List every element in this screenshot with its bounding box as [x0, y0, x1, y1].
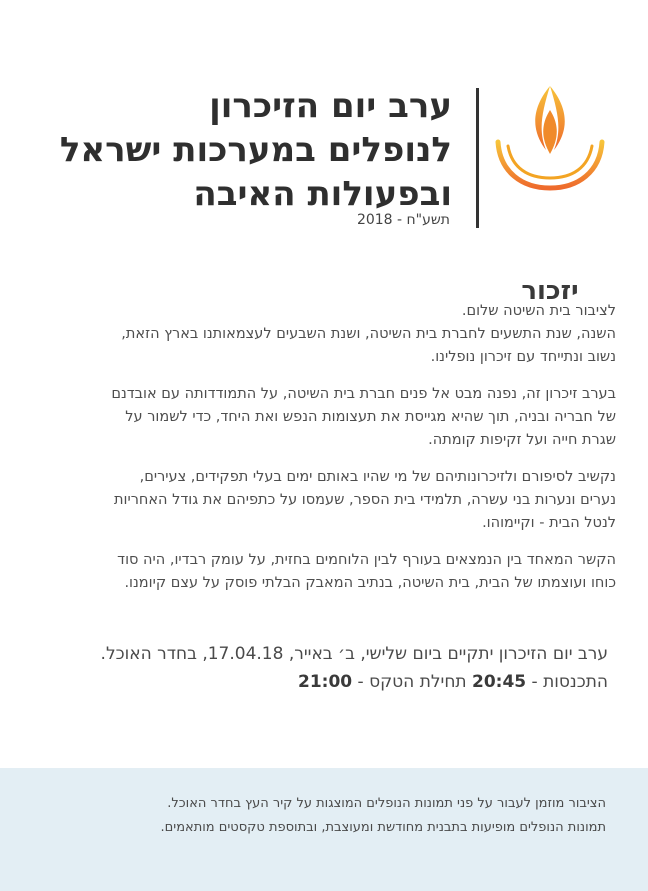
text-line: כוחו ועוצמתו של הבית, בית השיטה, בנתיב המאבק הבלתי פוסק על עצם קיומנו.: [124, 575, 616, 591]
body-text: [16, 300, 616, 609]
event-times-line: [8, 668, 608, 696]
footer-note: [26, 792, 606, 840]
event-details: [8, 640, 608, 696]
text-line: לציבור בית השיטה שלום.: [461, 303, 616, 319]
footer-line: תמונות הנופלים מופיעות בתבנית מחודשת ומעוצבת, ובתוספת טקסטים מותאמים.: [160, 820, 606, 835]
text-line: נשוב ונתייחד עם זיכרון נופלינו.: [430, 349, 616, 365]
paragraph: [16, 383, 616, 452]
title-line: לנופלים במערכות ישראל: [59, 130, 452, 170]
text-line: לנטל הבית - וקיימוהו.: [482, 515, 616, 531]
paragraph: [16, 466, 616, 535]
event-date-line: ערב יום הזיכרון יתקיים ביום שלישי, ב׳ באייר, 17.04.18, בחדר האוכל.: [100, 644, 608, 664]
logo-text: יזכור: [521, 276, 579, 306]
ceremony-start-label: תחילת הטקס -: [352, 672, 473, 692]
text-line: הקשר המאחד בין הנמצאים בעורף לבין הלוחמים בחזית, על עומק רבדיו, היה סוד: [117, 552, 616, 568]
text-line: של חבריה ובניה, תוך שהיא מגייסת את תעצומות הנפש ואת היחד, כדי לשמור על: [125, 409, 616, 425]
text-line: שגרת חייה ועל זקיפות קומתה.: [428, 432, 616, 448]
gathering-label: התכנסות -: [526, 672, 608, 692]
ceremony-start-time: 21:00: [298, 672, 353, 692]
yizkor-logo: [490, 80, 610, 306]
paragraph: [16, 300, 616, 369]
text-line: השנה, שנת התשעים לחברת בית השיטה, ושנת השבעים לעצמאותנו בארץ הזאת,: [121, 326, 616, 342]
date-label: תשע"ח - 2018: [356, 212, 450, 228]
header-divider: [476, 88, 479, 228]
title-line: ובפעולות האיבה: [193, 174, 452, 214]
page-title: [12, 84, 452, 216]
paragraph: [16, 549, 616, 595]
footer-band: [0, 768, 648, 891]
memorial-flame-icon: [490, 80, 610, 230]
text-line: נקשיב לסיפורם ולזיכרונותיהם של מי שהיו באותם ימים בעלי תפקידים, צעירים,: [139, 469, 616, 485]
text-line: נערים ונערות בני עשרה, תלמידי בית הספר, שעמסו על כתפיהם את גודל האחריות: [113, 492, 616, 508]
title-line: ערב יום הזיכרון: [209, 86, 452, 126]
text-line: בערב זיכרון זה, נפנה מבט אל פנים חברת בית השיטה, על התמודדותה עם אובדנם: [111, 386, 616, 402]
footer-line: הציבור מוזמן לעבור על פני תמונות הנופלים המוצגות על קיר העץ בחדר האוכל.: [167, 796, 606, 811]
gathering-time: 20:45: [472, 672, 527, 692]
